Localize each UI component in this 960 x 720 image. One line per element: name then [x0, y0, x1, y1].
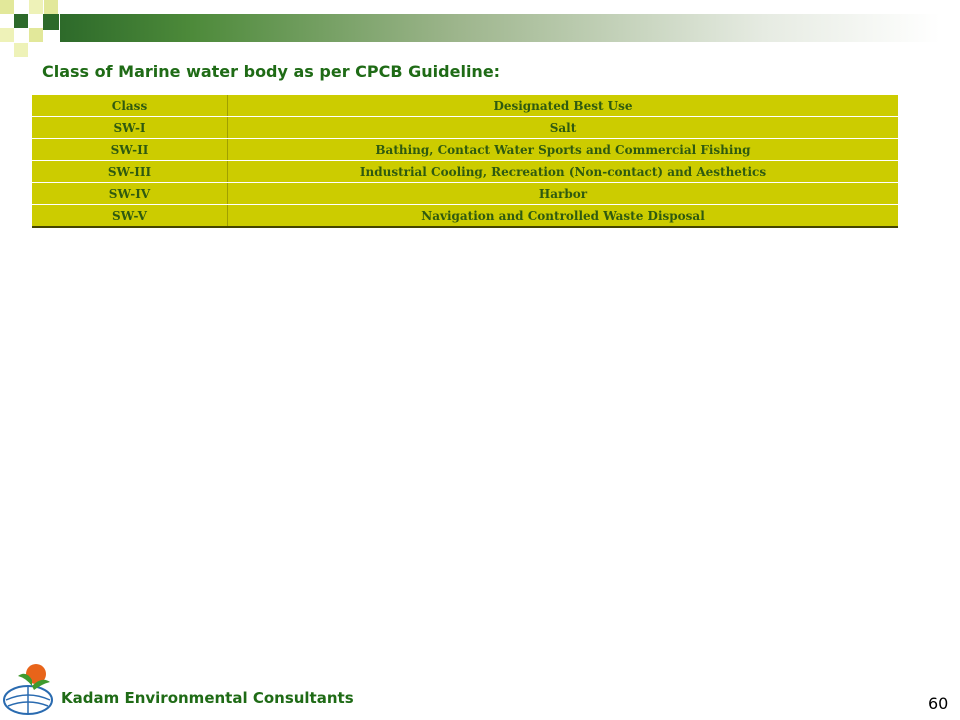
header-designated-best-use: Designated Best Use — [228, 95, 899, 117]
decor-square — [29, 0, 43, 14]
decor-square — [29, 28, 43, 42]
decor-square — [14, 43, 28, 57]
cell-best-use: Navigation and Controlled Waste Disposal — [228, 205, 899, 228]
cell-best-use: Industrial Cooling, Recreation (Non-contact) and Aesthetics — [228, 161, 899, 183]
table-header-row — [32, 95, 898, 117]
decor-square — [0, 28, 14, 42]
table-row — [32, 205, 898, 228]
decor-square — [43, 14, 59, 30]
cell-class: SW-I — [32, 117, 228, 139]
cell-class: SW-IV — [32, 183, 228, 205]
cell-class: SW-II — [32, 139, 228, 161]
decor-square — [14, 14, 28, 28]
cell-class: SW-III — [32, 161, 228, 183]
header-gradient-bar — [60, 14, 940, 42]
table-row — [32, 139, 898, 161]
cell-best-use: Bathing, Contact Water Sports and Commercial Fishing — [228, 139, 899, 161]
decor-square — [0, 0, 14, 14]
table-row — [32, 117, 898, 139]
company-name: Kadam Environmental Consultants — [61, 689, 354, 707]
slide-title: Class of Marine water body as per CPCB Guideline: — [42, 62, 501, 81]
page-number: 60 — [928, 694, 949, 713]
company-logo-icon — [2, 660, 54, 716]
decor-square — [44, 0, 58, 14]
cell-best-use: Salt — [228, 117, 899, 139]
cell-class: SW-V — [32, 205, 228, 228]
table-row — [32, 183, 898, 205]
marine-class-table — [32, 95, 898, 228]
header-class: Class — [32, 95, 228, 117]
table-row — [32, 161, 898, 183]
cell-best-use: Harbor — [228, 183, 899, 205]
